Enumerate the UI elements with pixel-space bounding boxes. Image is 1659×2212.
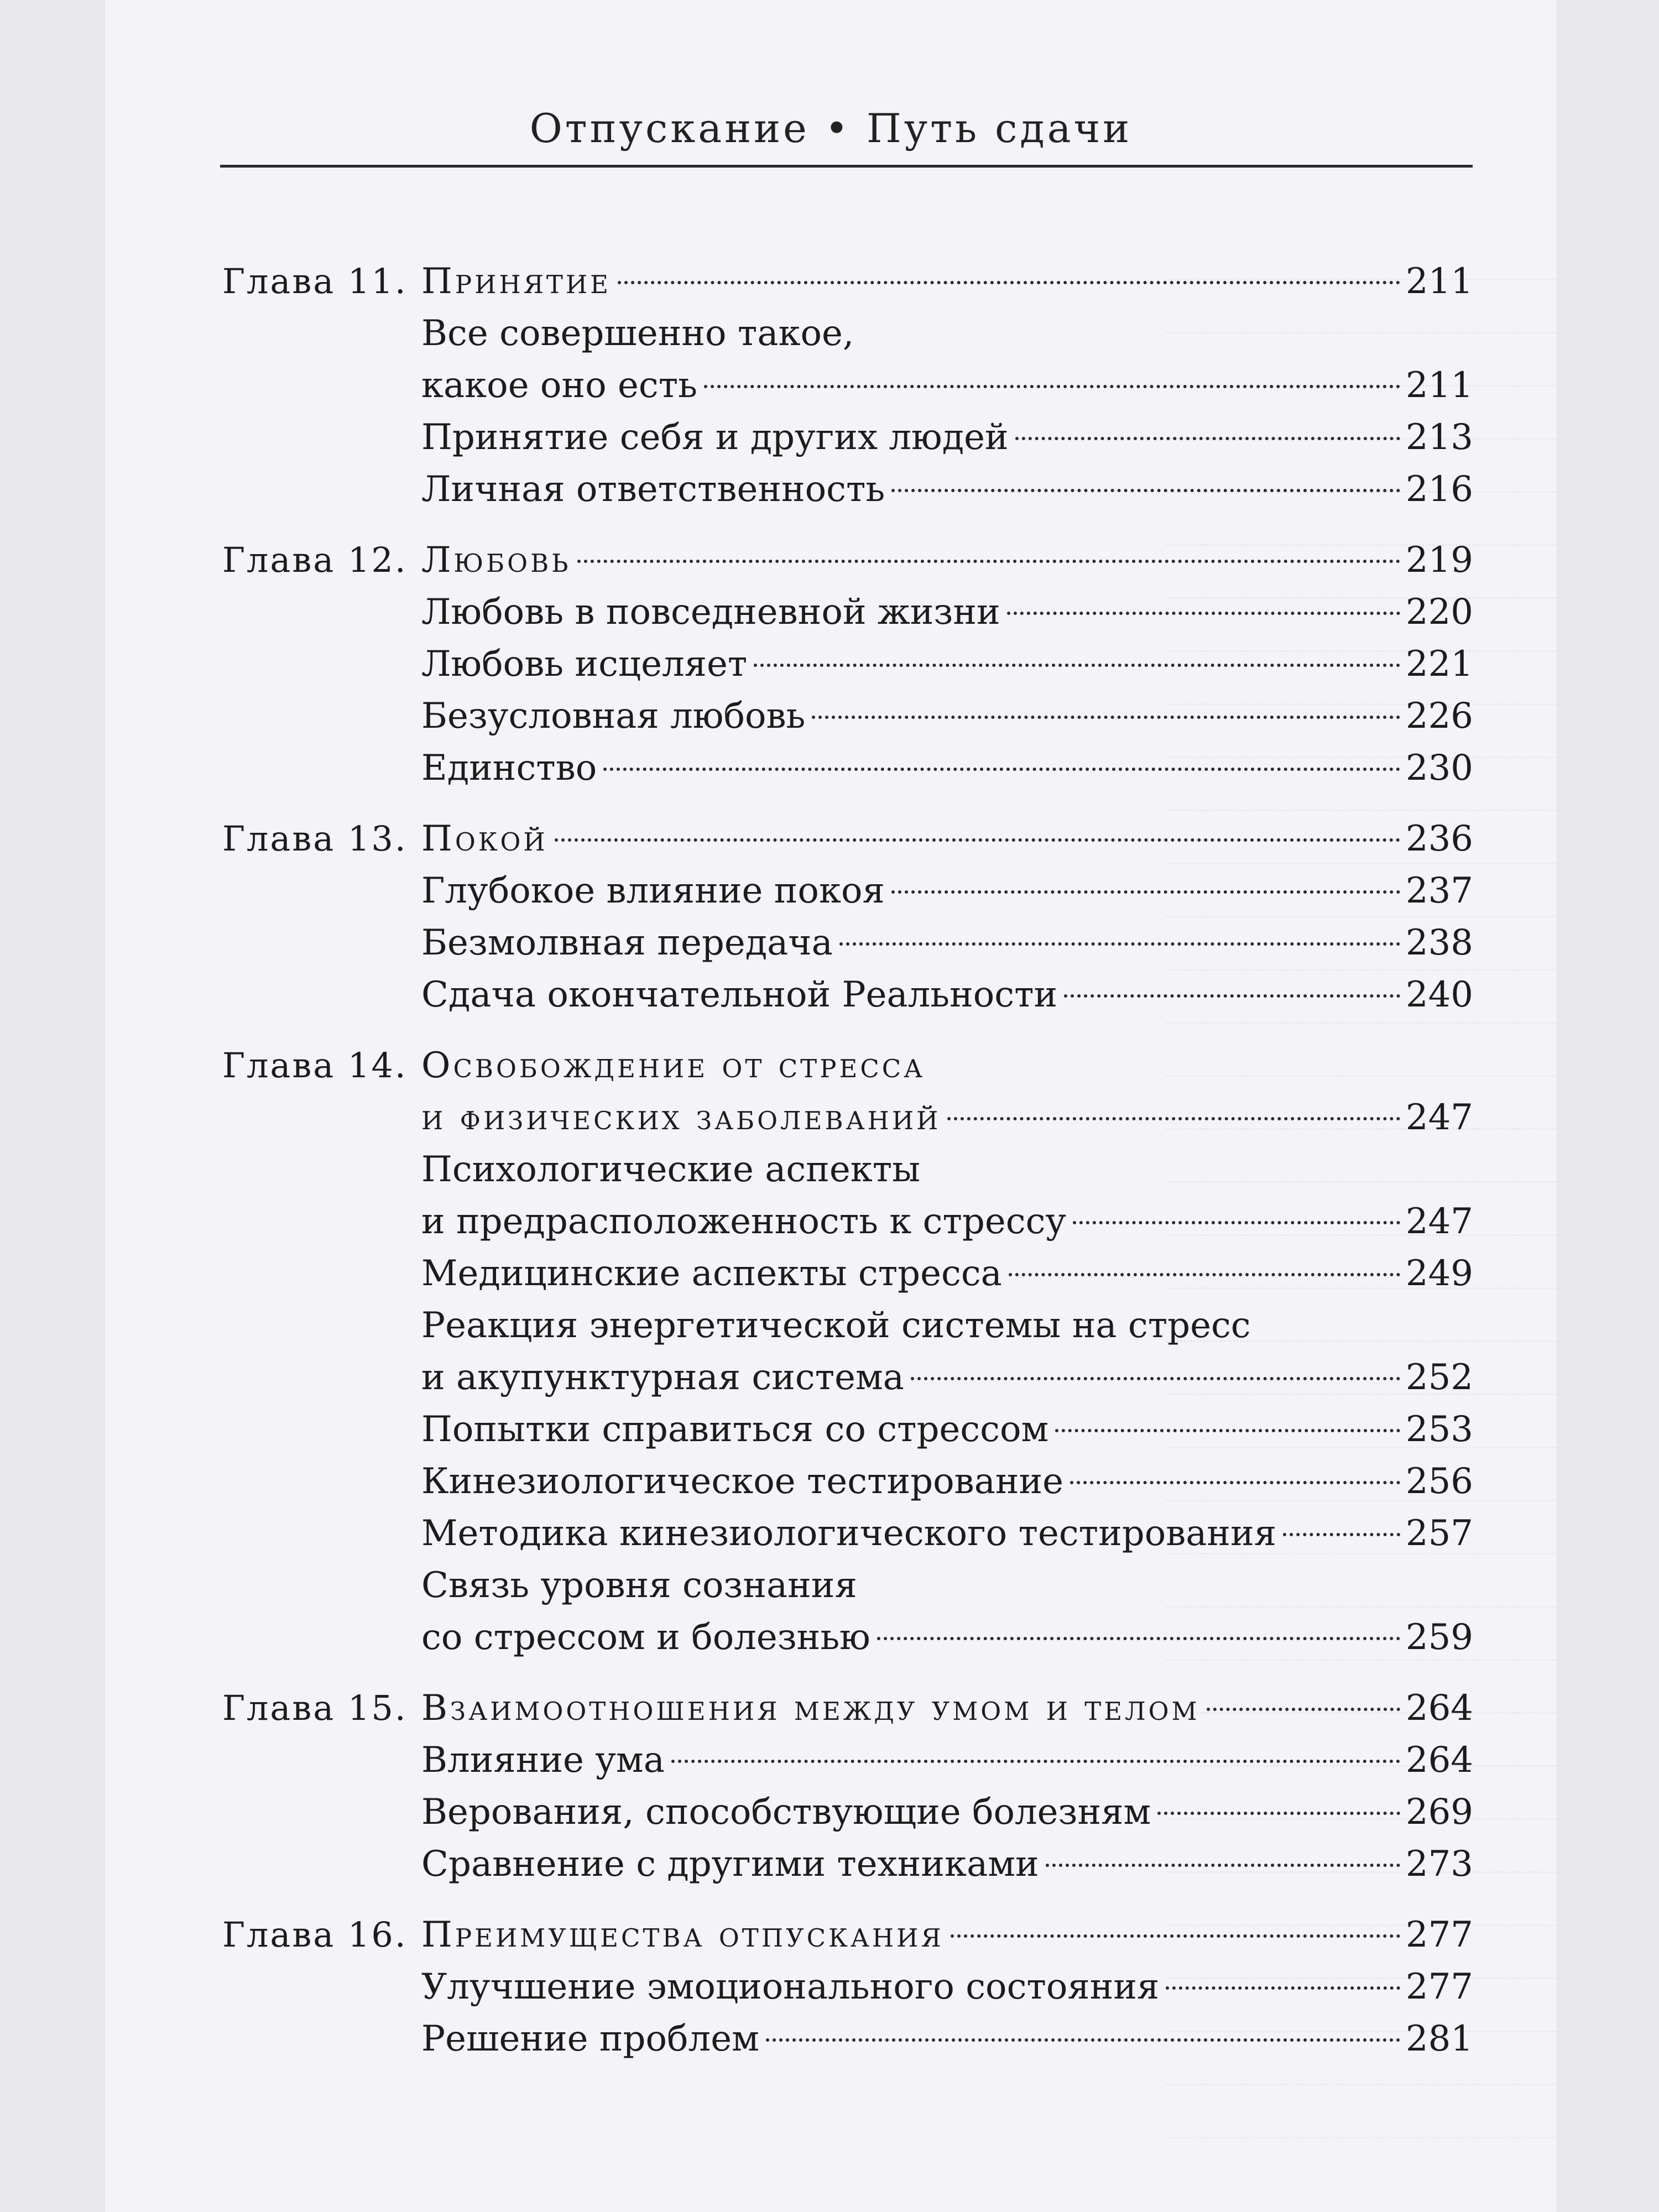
section-title: Безусловная любовь (421, 696, 806, 737)
page-number: 269 (1405, 1792, 1473, 1833)
chapter-title: Преимущества отпускания (421, 1914, 944, 1955)
page-number: 221 (1405, 644, 1473, 685)
dot-leader (812, 716, 1400, 719)
dot-leader (891, 890, 1400, 894)
page-number: 253 (1405, 1409, 1473, 1450)
dot-leader (1166, 1986, 1400, 1990)
section-entry (421, 1961, 1473, 2013)
section-entry (421, 1507, 1473, 1559)
page-number: 277 (1405, 1966, 1473, 2007)
chapter-14 (222, 1040, 1473, 1663)
dot-leader (704, 385, 1400, 388)
chapter-title-line2: и физических заболеваний (421, 1097, 941, 1138)
page-number: 211 (1405, 261, 1473, 302)
dot-leader (555, 838, 1400, 842)
chapter-label: Глава 15. (222, 1688, 408, 1728)
chapter-title: Взаимоотношения между умом и телом (421, 1688, 1200, 1729)
bleed-through-line (1167, 2065, 1557, 2085)
section-entry (421, 917, 1473, 969)
section-title: Верования, способствующие болезням (421, 1792, 1151, 1833)
section-title-line2: и предрасположенность к стрессу (421, 1201, 1067, 1242)
section-title-line1: Связь уровня сознания (421, 1565, 857, 1606)
section-title: Личная ответственность (421, 469, 885, 510)
page-number: 249 (1405, 1253, 1473, 1294)
page-number: 264 (1405, 1688, 1473, 1729)
page-number: 216 (1405, 469, 1473, 510)
page-number: 211 (1405, 365, 1473, 406)
section-title: Влияние ума (421, 1740, 665, 1781)
section-entry (421, 411, 1473, 463)
section-entry (421, 1734, 1473, 1786)
section-entry (421, 586, 1473, 638)
chapter-label: Глава 13. (222, 818, 408, 859)
page-number: 247 (1405, 1201, 1473, 1242)
page-number: 256 (1405, 1461, 1473, 1502)
chapter-title: Любовь (421, 540, 571, 581)
section-title: Принятие себя и других людей (421, 417, 1009, 458)
section-title: Решение проблем (421, 2018, 759, 2059)
page-number: 277 (1405, 1914, 1473, 1955)
section-title: Любовь в повседневной жизни (421, 592, 1000, 633)
dot-leader (891, 489, 1400, 492)
dot-leader (577, 560, 1400, 563)
page-number: 226 (1405, 696, 1473, 737)
chapter-title: Покой (421, 818, 548, 859)
section-title-line1: Психологические аспекты (421, 1149, 921, 1190)
dot-leader (911, 1377, 1400, 1380)
chapter-16 (222, 1909, 1473, 2065)
chapter-title: Принятие (421, 261, 612, 302)
page-number: 281 (1405, 2018, 1473, 2059)
section-entry (421, 1144, 1473, 1248)
page-number: 252 (1405, 1357, 1473, 1398)
page-number: 259 (1405, 1617, 1473, 1658)
page-number: 273 (1405, 1844, 1473, 1885)
header-rule (220, 165, 1473, 168)
section-title: Сравнение с другими техниками (421, 1844, 1039, 1885)
dot-leader (1015, 437, 1400, 440)
dot-leader (1046, 1864, 1400, 1867)
section-entry (421, 307, 1473, 411)
dot-leader (1207, 1708, 1400, 1711)
section-title: Кинезиологическое тестирование (421, 1461, 1064, 1502)
section-title: Любовь исцеляет (421, 644, 748, 685)
section-entry (421, 2013, 1473, 2065)
table-of-contents (222, 255, 1473, 2065)
chapter-label: Глава 14. (222, 1045, 408, 1086)
dot-leader (766, 2038, 1400, 2042)
section-entry (421, 463, 1473, 515)
page-number: 237 (1405, 870, 1473, 911)
section-title: Попытки справиться со стрессом (421, 1409, 1049, 1450)
section-title: Улучшение эмоционального состояния (421, 1966, 1160, 2007)
dot-leader (951, 1934, 1400, 1938)
section-entry (421, 1559, 1473, 1663)
page-number: 257 (1405, 1513, 1473, 1554)
section-title-line1: Реакция энергетической системы на стресс (421, 1305, 1251, 1346)
section-title: Безмолвная передача (421, 922, 833, 963)
chapter-11 (222, 255, 1473, 515)
page-number: 247 (1405, 1097, 1473, 1138)
section-entry (421, 1786, 1473, 1838)
section-title-line2: какое оно есть (421, 365, 697, 406)
page-number: 213 (1405, 417, 1473, 458)
page-number: 264 (1405, 1740, 1473, 1781)
dot-leader (671, 1760, 1400, 1763)
dot-leader (1157, 1812, 1400, 1815)
section-entry (421, 865, 1473, 917)
page-number: 220 (1405, 592, 1473, 633)
running-head: Отпускание • Путь сдачи (529, 105, 1133, 152)
section-entry (421, 1838, 1473, 1890)
section-entry (421, 1404, 1473, 1455)
section-entry (421, 969, 1473, 1021)
dot-leader (754, 664, 1400, 667)
dot-leader (1073, 1221, 1400, 1224)
section-entry (421, 638, 1473, 690)
bleed-through-line (1167, 2118, 1557, 2138)
dot-leader (1009, 1273, 1400, 1276)
dot-leader (1283, 1533, 1400, 1536)
section-title: Методика кинезиологического тестирования (421, 1513, 1277, 1554)
section-title-line1: Все совершенно такое, (421, 313, 854, 354)
dot-leader (1070, 1481, 1400, 1484)
section-title: Сдача окончательной Реальности (421, 974, 1058, 1015)
dot-leader (1055, 1429, 1400, 1432)
page-number: 230 (1405, 748, 1473, 789)
section-title: Глубокое влияние покоя (421, 870, 885, 911)
chapter-15 (222, 1682, 1473, 1890)
section-title: Медицинские аспекты стресса (421, 1253, 1002, 1294)
chapter-label: Глава 16. (222, 1914, 408, 1955)
section-title: Единство (421, 748, 597, 789)
chapter-title-line1: Освобождение от стресса (421, 1045, 926, 1086)
page-number: 236 (1405, 818, 1473, 859)
dot-leader (1007, 612, 1400, 615)
section-entry (421, 1300, 1473, 1404)
chapter-12 (222, 534, 1473, 794)
dot-leader (618, 281, 1400, 284)
page-number: 219 (1405, 540, 1473, 581)
dot-leader (1064, 994, 1400, 998)
dot-leader (839, 942, 1400, 946)
dot-leader (877, 1637, 1400, 1640)
section-title-line2: и акупунктурная система (421, 1357, 904, 1398)
section-entry (421, 742, 1473, 794)
section-title-line2: со стрессом и болезнью (421, 1617, 870, 1658)
chapter-13 (222, 813, 1473, 1021)
page-number: 238 (1405, 922, 1473, 963)
dot-leader (603, 768, 1400, 771)
book-page (105, 0, 1557, 2212)
chapter-label: Глава 11. (222, 261, 408, 301)
chapter-label: Глава 12. (222, 540, 408, 580)
dot-leader (947, 1117, 1400, 1120)
section-entry (421, 690, 1473, 742)
section-entry (421, 1248, 1473, 1300)
page-number: 240 (1405, 974, 1473, 1015)
section-entry (421, 1455, 1473, 1507)
